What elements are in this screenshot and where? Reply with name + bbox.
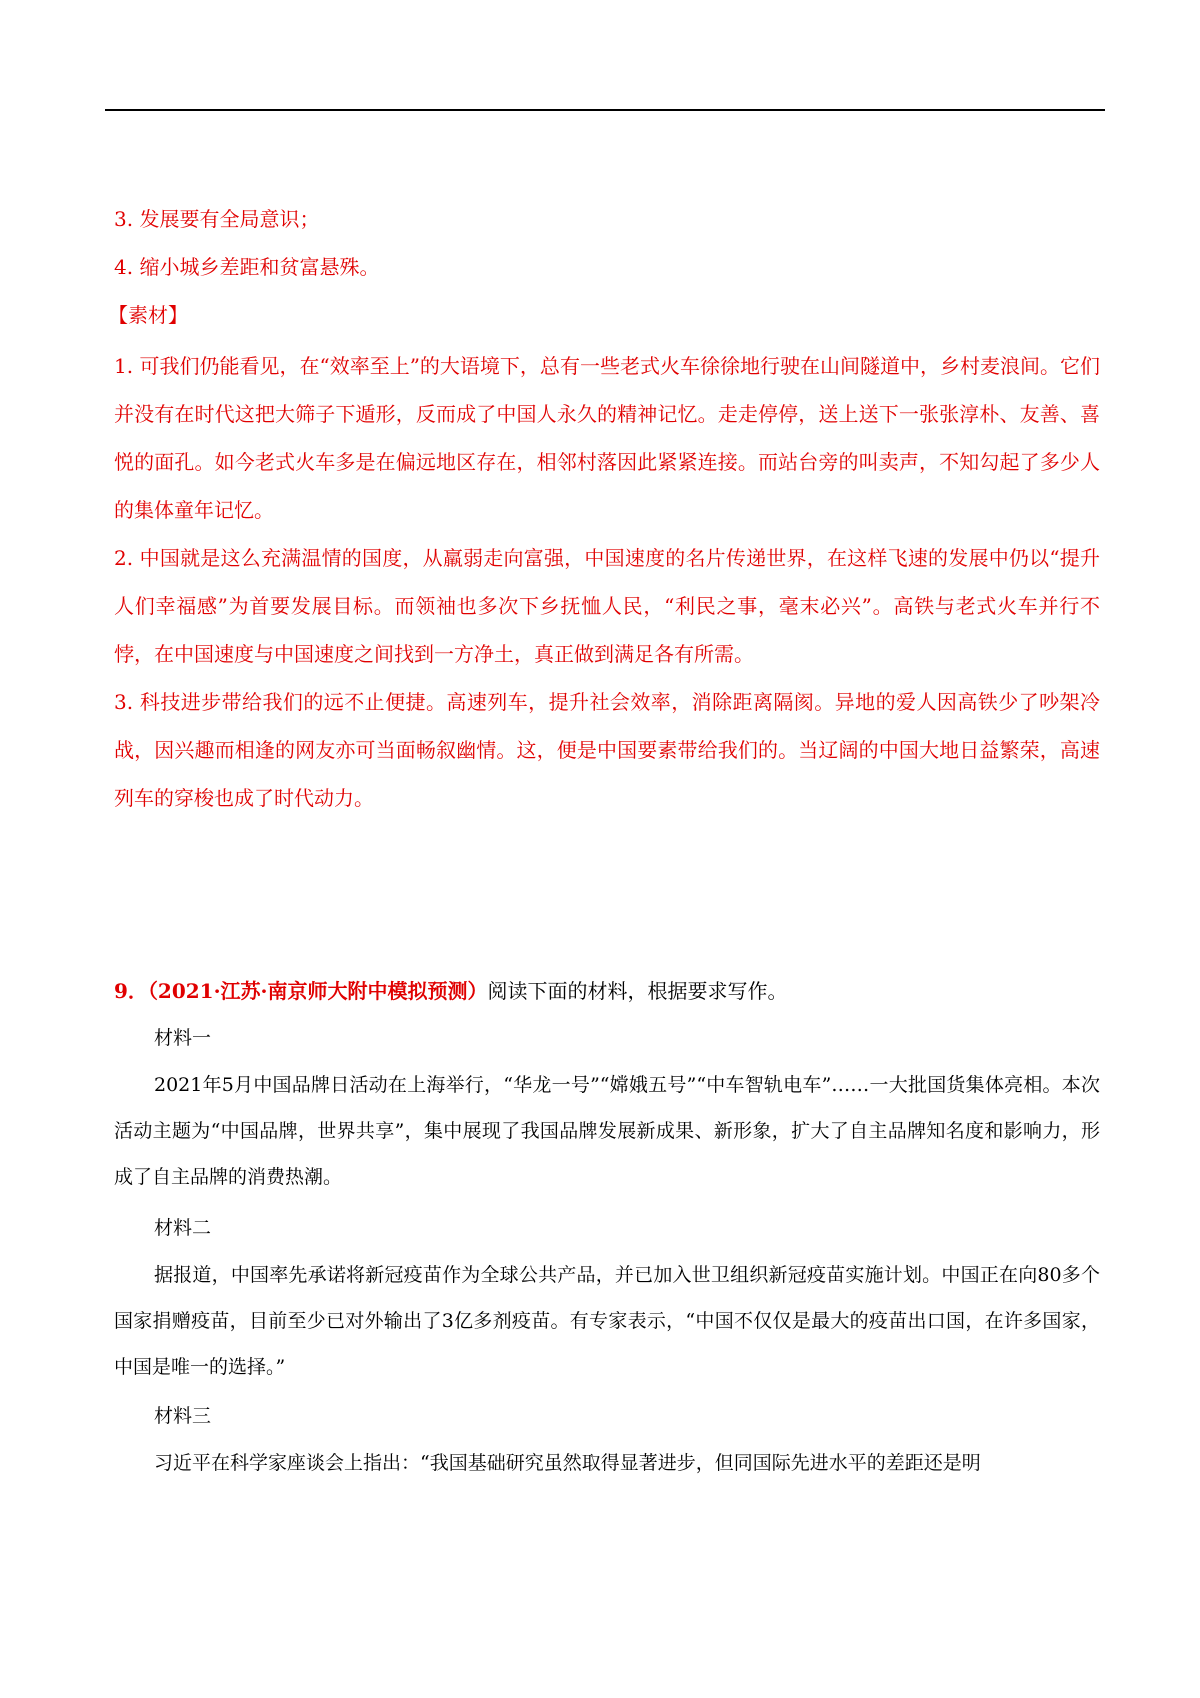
material-paragraph-3: 3. 科技进步带给我们的远不止便捷。高速列车，提升社会效率，消除距离隔阂。异地的爱人因高铁少了吵架冷战，因兴趣而相逢的网友亦可当面畅叙幽情。这，便是中国要素带给我们的。当辽阔的中国大地日益繁荣，高速列车的穿梭也成了时代动力。 bbox=[114, 690, 1100, 810]
reading-text-2: 据报道，中国率先承诺将新冠疫苗作为全球公共产品，并已加入世卫组织新冠疫苗实施计划。中国正在向80多个国家捐赠疫苗，目前至少已对外输出了3亿多剂疫苗。有专家表示，“中国不仅仅是最大的疫苗出口国，在许多国家，中国是唯一的选择。” bbox=[114, 1264, 1100, 1378]
reading-label-1: 材料一 bbox=[154, 1027, 212, 1049]
reading-label-3: 材料三 bbox=[154, 1405, 212, 1427]
reading-text-3: 习近平在科学家座谈会上指出：“我国基础研究虽然取得显著进步，但同国际先进水平的差距还是明 bbox=[154, 1452, 981, 1474]
point-4: 4. 缩小城乡差距和贫富悬殊。 bbox=[114, 255, 380, 279]
question-source: （2021·江苏·南京师大附中模拟预测） bbox=[147, 979, 488, 1003]
reading-text-1: 2021年5月中国品牌日活动在上海举行，“华龙一号”“嫦娥五号”“中车智轨电车”……一大批国货集体亮相。本次活动主题为“中国品牌，世界共享”，集中展现了我国品牌发展新成果、新形象，扩大了自主品牌知名度和影响力，形成了自主品牌的消费热潮。 bbox=[114, 1074, 1100, 1188]
question-number: 9． bbox=[114, 979, 148, 1003]
point-3: 3. 发展要有全局意识； bbox=[114, 207, 320, 231]
material-paragraph-1: 1. 可我们仍能看见，在“效率至上”的大语境下，总有一些老式火车徐徐地行驶在山间隧道中，乡村麦浪间。它们并没有在时代这把大筛子下遁形，反而成了中国人永久的精神记忆。走走停停，送上送下一张张淳朴、友善、喜悦的面孔。如今老式火车多是在偏远地区存在，相邻村落因此紧紧连接。而站台旁的叫卖声，不知勾起了多少人的集体童年记忆。 bbox=[114, 354, 1100, 522]
question-prompt: 阅读下面的材料，根据要求写作。 bbox=[487, 979, 788, 1003]
material-heading: 【素材】 bbox=[108, 303, 188, 327]
reading-label-2: 材料二 bbox=[154, 1217, 212, 1239]
material-paragraph-2: 2. 中国就是这么充满温情的国度，从羸弱走向富强，中国速度的名片传递世界，在这样飞速的发展中仍以“提升人们幸福感”为首要发展目标。而领袖也多次下乡抚恤人民，“利民之事，毫末必兴”。高铁与老式火车并行不悖，在中国速度与中国速度之间找到一方净土，真正做到满足各有所需。 bbox=[114, 546, 1100, 666]
header-rule bbox=[105, 109, 1105, 111]
question-header bbox=[114, 976, 788, 1006]
